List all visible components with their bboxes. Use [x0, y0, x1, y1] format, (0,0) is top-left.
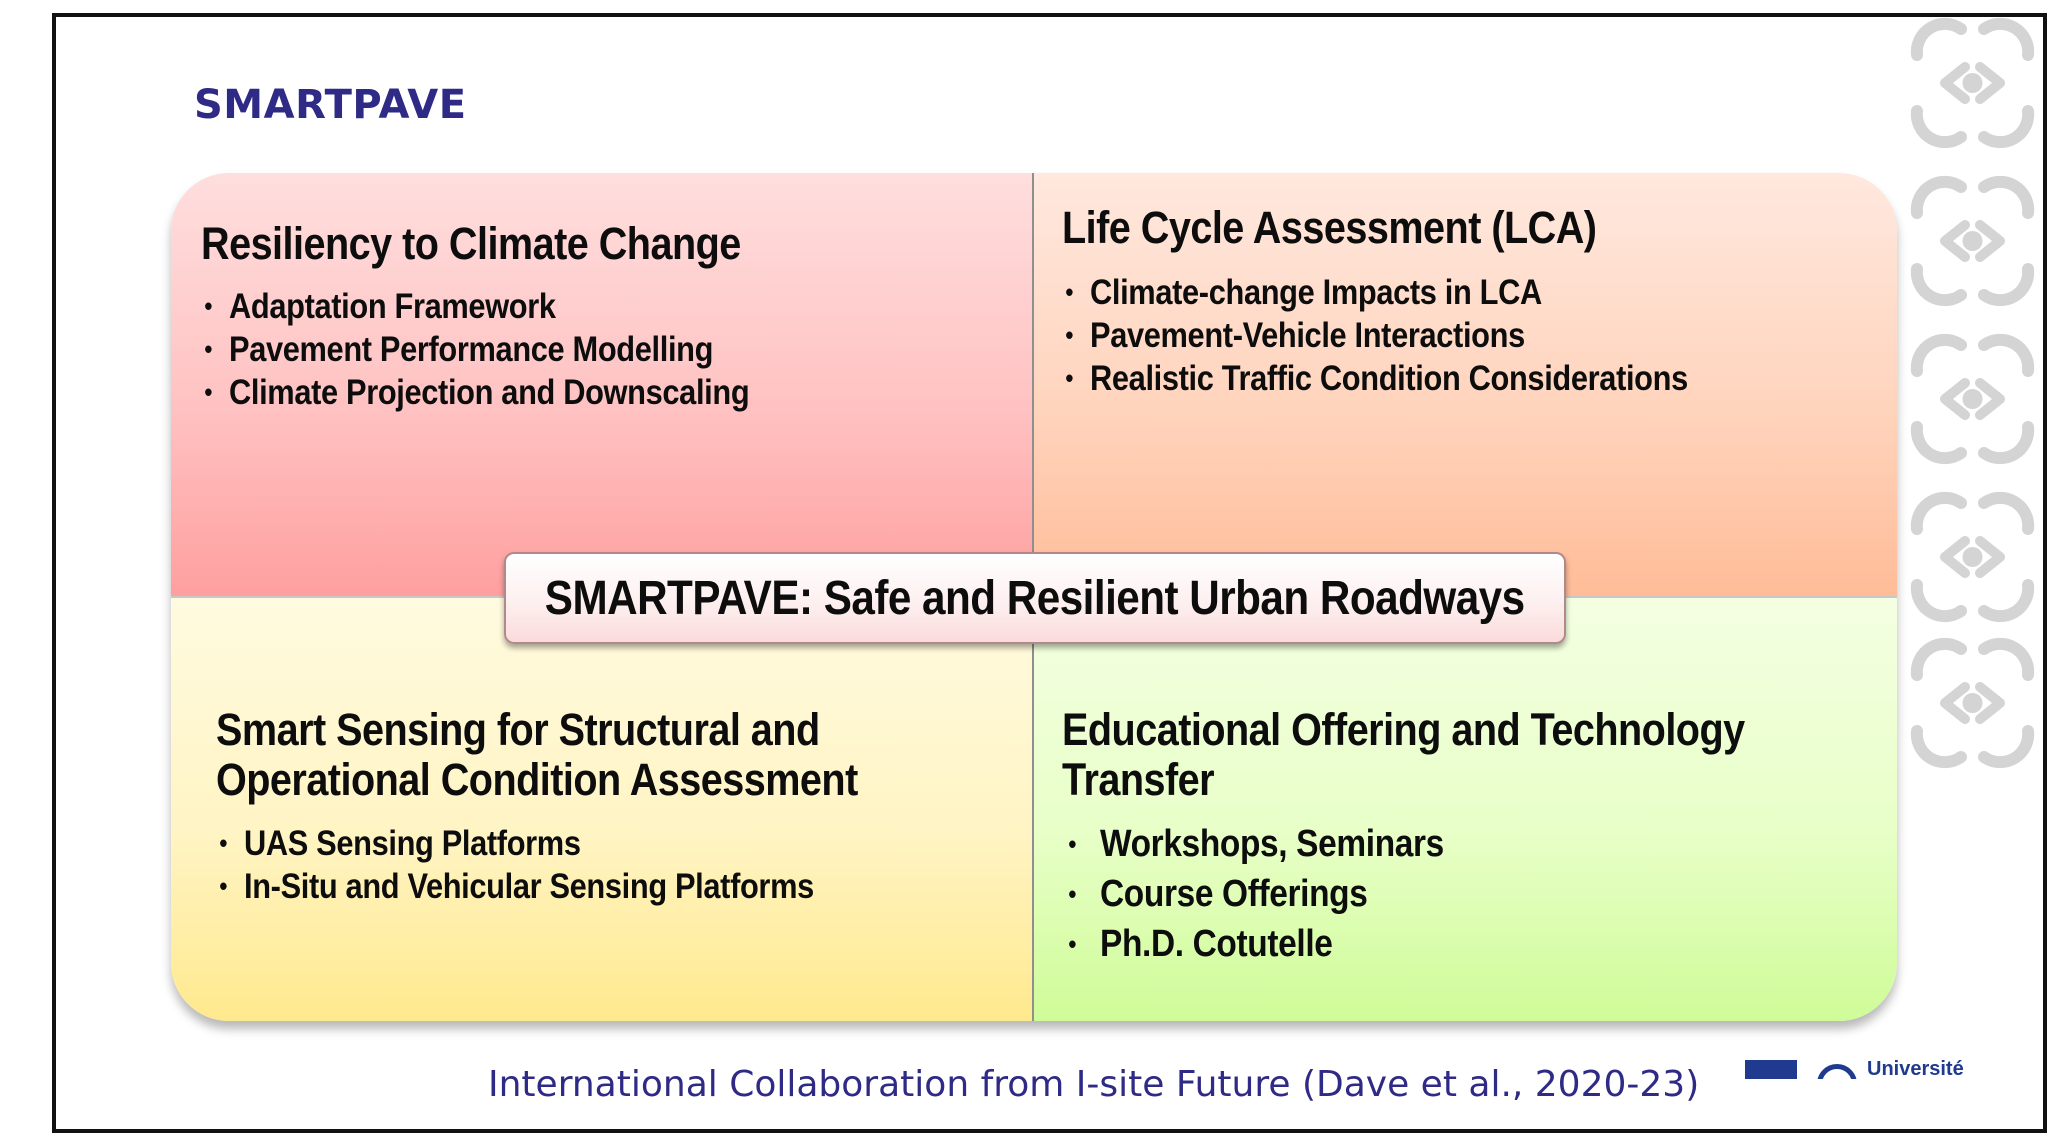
quadrant-title [216, 705, 858, 805]
quadrant-list [1100, 819, 1444, 969]
quadrant-title-line: Transfer [1062, 754, 1215, 805]
quadrant-title [1062, 705, 1745, 805]
list-item: • Ph.D. Cotutelle [1100, 919, 1444, 969]
list-item: • Pavement-Vehicle Interactions [1090, 314, 1688, 357]
quadrant-title-line: Operational Condition Assessment [216, 754, 858, 805]
slide-title: SMARTPAVE [194, 82, 467, 128]
celtic-knot-pattern-icon [1905, 17, 2040, 769]
quadrant-title: Resiliency to Climate Change [201, 218, 741, 269]
quadrant-list [1090, 271, 1688, 400]
quadrant-title: Life Cycle Assessment (LCA) [1062, 202, 1597, 253]
slide-footer: International Collaboration from I-site Future (Dave et al., 2020-23) [488, 1064, 1700, 1105]
list-item: • Realistic Traffic Condition Considerations [1090, 357, 1688, 400]
list-item: • Climate Projection and Downscaling [229, 371, 749, 414]
logo-text: Université [1867, 1058, 1964, 1079]
quadrant-list [229, 285, 749, 414]
list-item: • Pavement Performance Modelling [229, 328, 749, 371]
list-item: • Adaptation Framework [229, 285, 749, 328]
list-item: • Workshops, Seminars [1100, 819, 1444, 869]
university-logo [1745, 1058, 1985, 1079]
logo-mark-icon [1745, 1060, 1797, 1079]
logo-emblem-icon [1817, 1064, 1857, 1079]
list-item: • Course Offerings [1100, 869, 1444, 919]
list-item: • In-Situ and Vehicular Sensing Platforms [244, 865, 814, 908]
quadrant-education [1033, 597, 1897, 1021]
quadrant-smart-sensing [171, 597, 1033, 1021]
quadrant-title-line: Smart Sensing for Structural and [216, 704, 820, 755]
quadrant-resiliency [171, 173, 1033, 597]
center-label-box [504, 552, 1566, 644]
quadrant-lca [1033, 173, 1897, 597]
quadrant-title-line: Educational Offering and Technology [1062, 704, 1745, 755]
list-item: • Climate-change Impacts in LCA [1090, 271, 1688, 314]
center-label: SMARTPAVE: Safe and Resilient Urban Roadways [545, 571, 1525, 625]
quadrant-list [244, 822, 814, 908]
list-item: • UAS Sensing Platforms [244, 822, 814, 865]
